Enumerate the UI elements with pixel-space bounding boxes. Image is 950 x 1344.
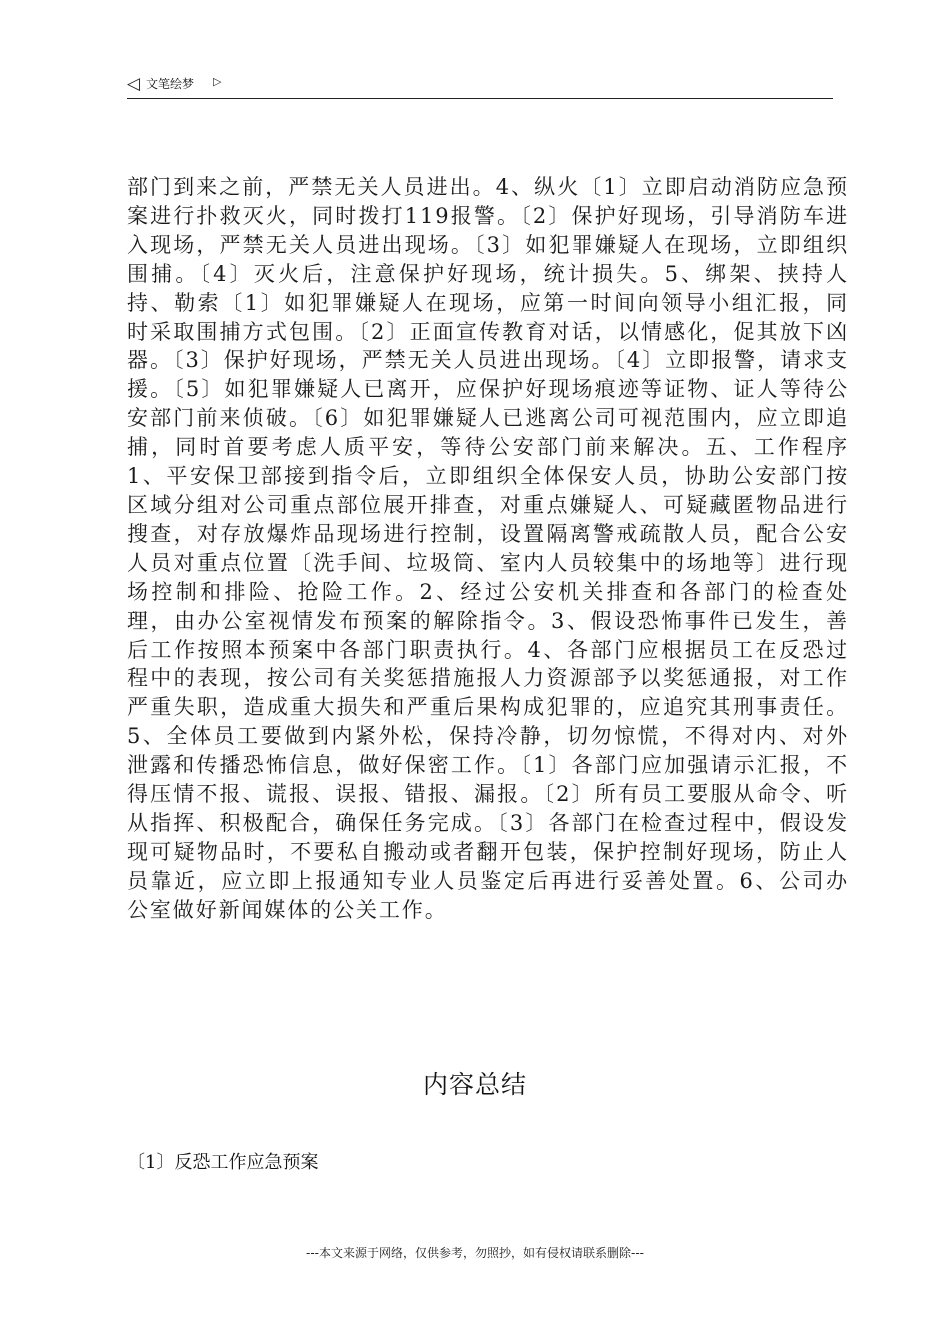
brand-label: 文笔绘梦 bbox=[146, 77, 195, 91]
right-triangle-icon: ▷ bbox=[213, 75, 222, 88]
left-triangle-icon: ◁ bbox=[127, 74, 141, 94]
footer-disclaimer: ---本文来源于网络，仅供参考，勿照抄，如有侵权请联系删除--- bbox=[306, 1246, 644, 1260]
summary-item: 〔1〕反恐工作应急预案 bbox=[127, 1152, 319, 1173]
document-body-paragraph: 部门到来之前，严禁无关人员进出。4、纵火〔1〕立即启动消防应急预案进行扑救灭火，同时拨打119报警。〔2〕保护好现场，引导消防车进入现场，严禁无关人员进出现场。〔3〕如犯罪嫌疑人在现场，立即组织围捕。〔4〕灭火后，注意保护好现场，统计损失。5、绑架、挟持人持、勒索〔1〕如犯罪嫌疑人在现场，应第一时间向领导小组汇报，同时采取围捕方式包围。〔2〕正面宣传教育对话，以情感化，促其放下凶器。〔3〕保护好现场，严禁无关人员进出现场。〔4〕立即报警，请求支援。〔5〕如犯罪嫌疑人已离开，应保护好现场痕迹等证物、证人等待公安部门前来侦破。〔6〕如犯罪嫌疑人已逃离公司可视范围内，应立即追捕，同时首要考虑人质平安，等待公安部门前来解决。五、工作程序1、平安保卫部接到指令后，立即组织全体保安人员，协助公安部门按区域分组对公司重点部位展开排查，对重点嫌疑人、可疑藏匿物品进行搜查，对存放爆炸品现场进行控制，设置隔离警戒疏散人员，配合公安人员对重点位置〔洗手间、垃圾筒、室内人员较集中的场地等〕进行现场控制和排险、抢险工作。2、经过公安机关排查和各部门的检查处理，由办公室视情发布预案的解除指令。3、假设恐怖事件已发生，善后工作按照本预案中各部门职责执行。4、各部门应根据员工在反恐过程中的表现，按公司有关奖惩措施报人力资源部予以奖惩通报，对工作严重失职，造成重大损失和严重后果构成犯罪的，应追究其刑事责任。5、全体员工要做到内紧外松，保持冷静，切勿惊慌，不得对内、对外泄露和传播恐怖信息，做好保密工作。〔1〕各部门应加强请示汇报，不得压情不报、谎报、误报、错报、漏报。〔2〕所有员工要服从命令、听从指挥、积极配合，确保任务完成。〔3〕各部门在检查过程中，假设发现可疑物品时，不要私自搬动或者翻开包装，保护控制好现场，防止人员靠近，应立即上报通知专业人员鉴定后再进行妥善处置。6、公司办公室做好新闻媒体的公关工作。 bbox=[127, 175, 849, 922]
page-header bbox=[127, 74, 833, 99]
summary-heading: 内容总结 bbox=[422, 1070, 527, 1099]
